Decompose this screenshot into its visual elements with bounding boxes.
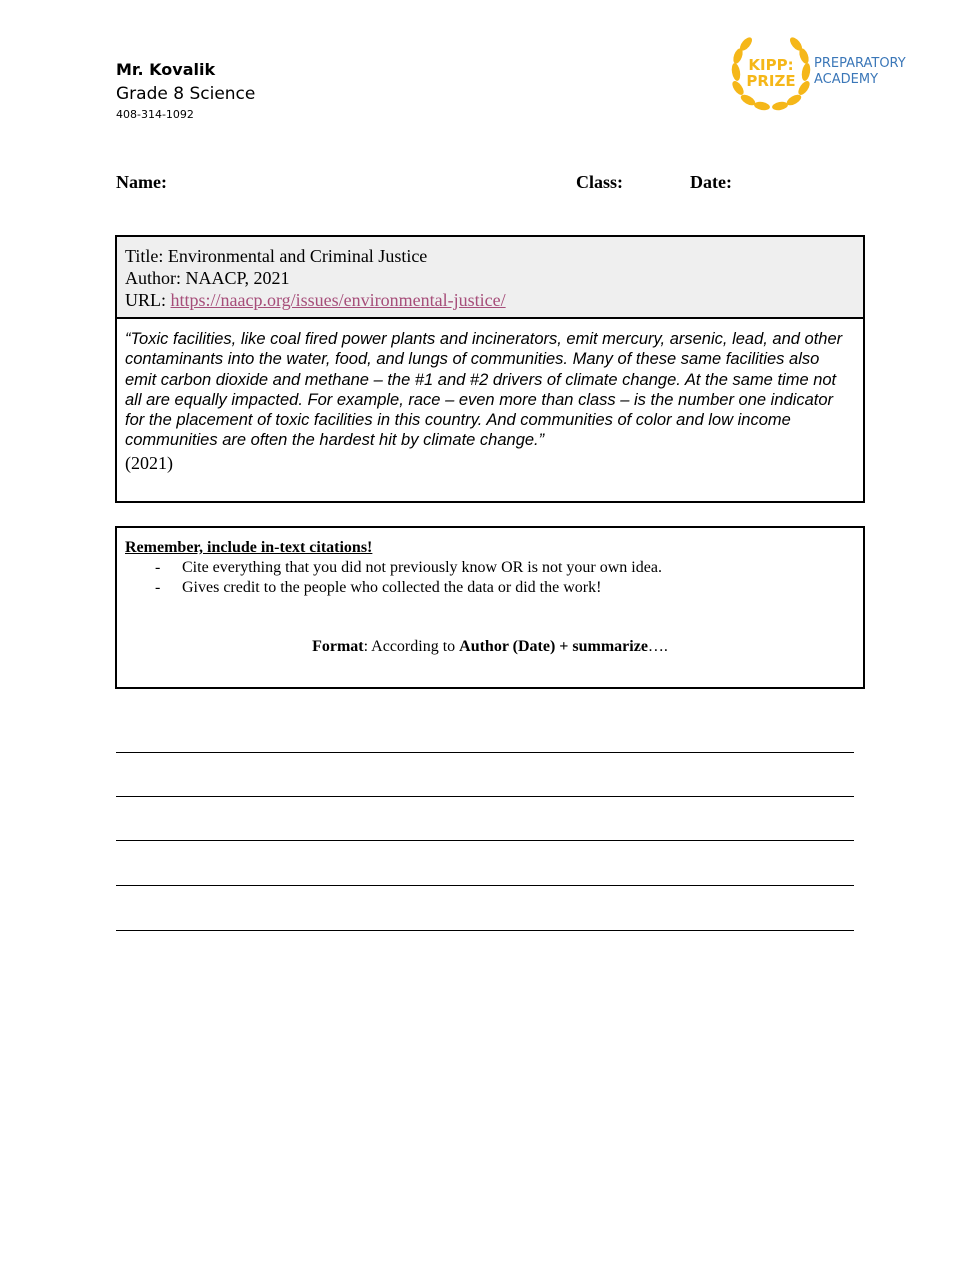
writing-line[interactable] — [116, 885, 854, 886]
date-label: Date: — [690, 172, 732, 192]
course-name: Grade 8 Science — [116, 84, 256, 104]
writing-line[interactable] — [116, 840, 854, 841]
format-bold: Author (Date) + summarize — [459, 638, 648, 655]
list-item — [125, 558, 855, 578]
source-author: Author: NAACP, 2021 — [125, 268, 290, 288]
source-quote: “Toxic facilities, like coal fired power plants and incinerators, emit mercury, arsenic, lead, and other contaminants into the water, food, and lungs of communities. Many of these same facilities also emit carbon dioxide and methane – the #1 and #2 drivers of climate change. At the same time not all are equally impacted. For example, race – even more than class – is the number one indicator for the placement of toxic facilities in this country. And communities of color and low income communities are often the hardest hit by climate change.” — [125, 330, 843, 450]
citation-format — [117, 638, 863, 656]
list-item — [125, 578, 855, 598]
writing-line[interactable] — [116, 930, 854, 931]
source-url-link[interactable]: https://naacp.org/issues/environmental-justice/ — [170, 290, 506, 310]
teacher-name: Mr. Kovalik — [116, 60, 216, 79]
bullet-marker: - — [155, 559, 161, 576]
bullet-marker: - — [155, 579, 161, 596]
source-header — [117, 237, 863, 319]
source-box — [115, 235, 865, 503]
class-label: Class: — [576, 172, 624, 192]
citation-reminder-box — [115, 526, 865, 689]
logo-kipp-text: KIPP: — [748, 56, 794, 74]
source-url-row — [125, 289, 855, 311]
school-logo — [728, 32, 918, 112]
writing-line[interactable] — [116, 796, 854, 797]
logo-preparatory-text: PREPARATORY — [814, 56, 906, 71]
laurel-wreath-icon — [728, 32, 918, 112]
phone-number: 408-314-1092 — [116, 108, 194, 121]
bullet-text: Cite everything that you did not previously know OR is not your own idea. — [182, 559, 662, 576]
format-end: …. — [647, 638, 668, 655]
format-middle: : According to — [363, 638, 460, 655]
logo-prize-text: PRIZE — [746, 72, 796, 90]
source-title: Title: Environmental and Criminal Justice — [125, 246, 428, 266]
format-label: Format — [312, 638, 364, 655]
bullet-text: Gives credit to the people who collected the data or did the work! — [182, 579, 602, 596]
logo-academy-text: ACADEMY — [814, 72, 879, 87]
quote-year: (2021) — [125, 453, 173, 473]
citation-title: Remember, include in-text citations! — [125, 539, 373, 556]
source-url-label: URL: — [125, 290, 171, 310]
writing-line[interactable] — [116, 752, 854, 753]
name-label: Name: — [116, 172, 167, 192]
